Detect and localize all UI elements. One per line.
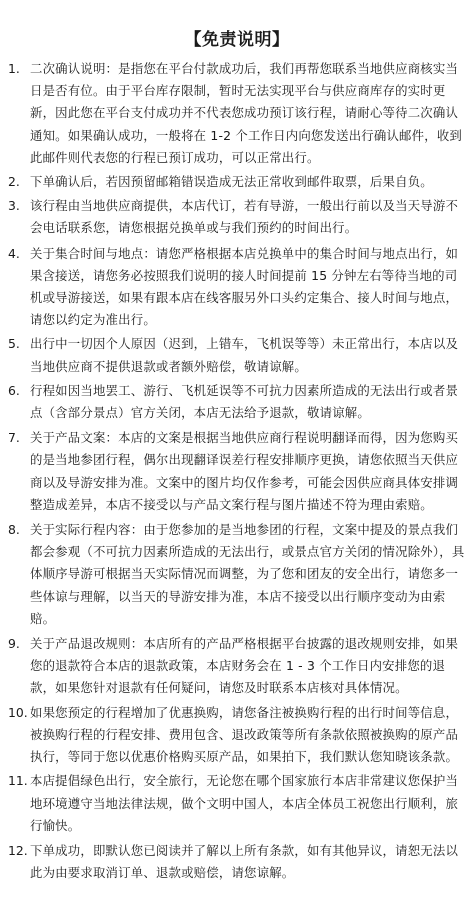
item-text: 关于产品退改规则：本店所有的产品严格根据平台披露的退改规则安排，如果您的退款符合本店的退款政策，本店财务会在 1 - 3 个工作日内安排您的退款，如果您针对退款有任何疑问，请您及时联系本店核对具体情况。 — [30, 636, 459, 696]
list-item — [8, 633, 466, 700]
item-text: 如果您预定的行程增加了优惠换购，请您备注被换购行程的出行时间等信息，被换购行程的行程安排、费用包含、退改政策等所有条款依照被换购的原产品执行，等同于您以优惠价格购买原产品，如果拍下，我们默认您知晓该条款。 — [30, 704, 459, 765]
item-text: 下单确认后，若因预留邮箱错误造成无法正常收到邮件取票，后果自负。 — [30, 174, 433, 190]
item-number: 4. — [8, 245, 20, 261]
item-number: 11. — [8, 773, 28, 789]
list-item — [8, 702, 466, 769]
item-text: 本店提倡绿色出行，安全旅行，无论您在哪个国家旅行本店非常建议您保护当地环境遵守当地法律法规，做个文明中国人，本店全体员工祝您出行顺利，旅行愉快。 — [30, 773, 459, 833]
list-item — [8, 171, 466, 193]
item-number: 1. — [8, 61, 20, 76]
item-number: 2. — [8, 174, 20, 190]
item-number: 7. — [8, 430, 20, 446]
item-number: 5. — [8, 336, 20, 352]
item-text: 出行中一切因个人原因（迟到，上错车，飞机误等等）未正常出行，本店以及当地供应商不提供退款或者额外赔偿，敬请谅解。 — [30, 336, 459, 374]
list-item — [8, 770, 466, 837]
item-number: 8. — [8, 522, 20, 538]
terms-list — [8, 58, 466, 884]
item-number: 9. — [8, 636, 20, 652]
item-number: 6. — [8, 382, 20, 398]
list-item — [8, 243, 466, 332]
list-item — [8, 519, 466, 630]
item-text: 下单成功，即默认您已阅读并了解以上所有条款，如有其他异议，请恕无法以此为由要求取消订单、退款或赔偿，请您谅解。 — [30, 842, 459, 881]
item-text: 该行程由当地供应商提供，本店代订，若有导游，一般出行前以及当天导游不会电话联系您，请您根据兑换单或与我们预约的时间出行。 — [30, 198, 459, 236]
item-text: 关于集合时间与地点：请您严格根据本店兑换单中的集合时间与地点出行，如果含接送，请您务必按照我们说明的接人时间提前 15 分钟左右等待当地的司机或导游接送，如果有跟本店在线客服另外口头约定集合、接人时间与地点，请您以约定为准出行。 — [30, 245, 459, 328]
list-item — [8, 427, 466, 516]
list-item — [8, 195, 466, 239]
list-item — [8, 380, 466, 424]
item-text: 行程如因当地罢工、游行、飞机延误等不可抗力因素所造成的无法出行或者景点（含部分景点）官方关闭，本店无法给予退款，敬请谅解。 — [30, 382, 459, 421]
list-item — [8, 840, 466, 884]
item-text: 关于实际行程内容：由于您参加的是当地参团的行程，文案中提及的景点我们都会参观（不可抗力因素所造成的无法出行，或景点官方关闭的情况除外），具体顺序导游可根据当天实际情况而调整，为了您和团友的安全出行，请您多一些体谅与理解，以当天的导游安排为准，本店不接受以出行顺序变动为由索赔。 — [30, 522, 465, 626]
item-number: 3. — [8, 198, 20, 214]
list-item — [8, 333, 466, 377]
item-number: 12. — [8, 842, 28, 858]
item-text: 二次确认说明：是指您在平台付款成功后，我们再帮您联系当地供应商核实当日是否有位。由于平台库存限制，暂时无法实现平台与供应商库存的实时更新，因此您在平台支付成功并不代表您成功预订该行程，请耐心等待二次确认通知。如果确认成功，一般将在 1-2 个工作日内向您发送出行确认邮件，收到此邮件则代表您的行程已预订成功，可以正常出行。 — [30, 61, 463, 165]
page-title: 【免责说明】 — [184, 30, 290, 50]
item-text: 关于产品文案：本店的文案是根据当地供应商行程说明翻译而得，因为您购买的是当地参团行程，偶尔出现翻译误差行程安排顺序更换，请您依照当天供应商以及导游安排为准。文案中的图片均仅作参考，可能会因供应商具体安排调整造成差异，本店不接受以与产品文案行程与图片描述不符为理由索赔。 — [30, 430, 459, 512]
item-number: 10. — [8, 704, 28, 720]
list-item — [8, 58, 466, 169]
